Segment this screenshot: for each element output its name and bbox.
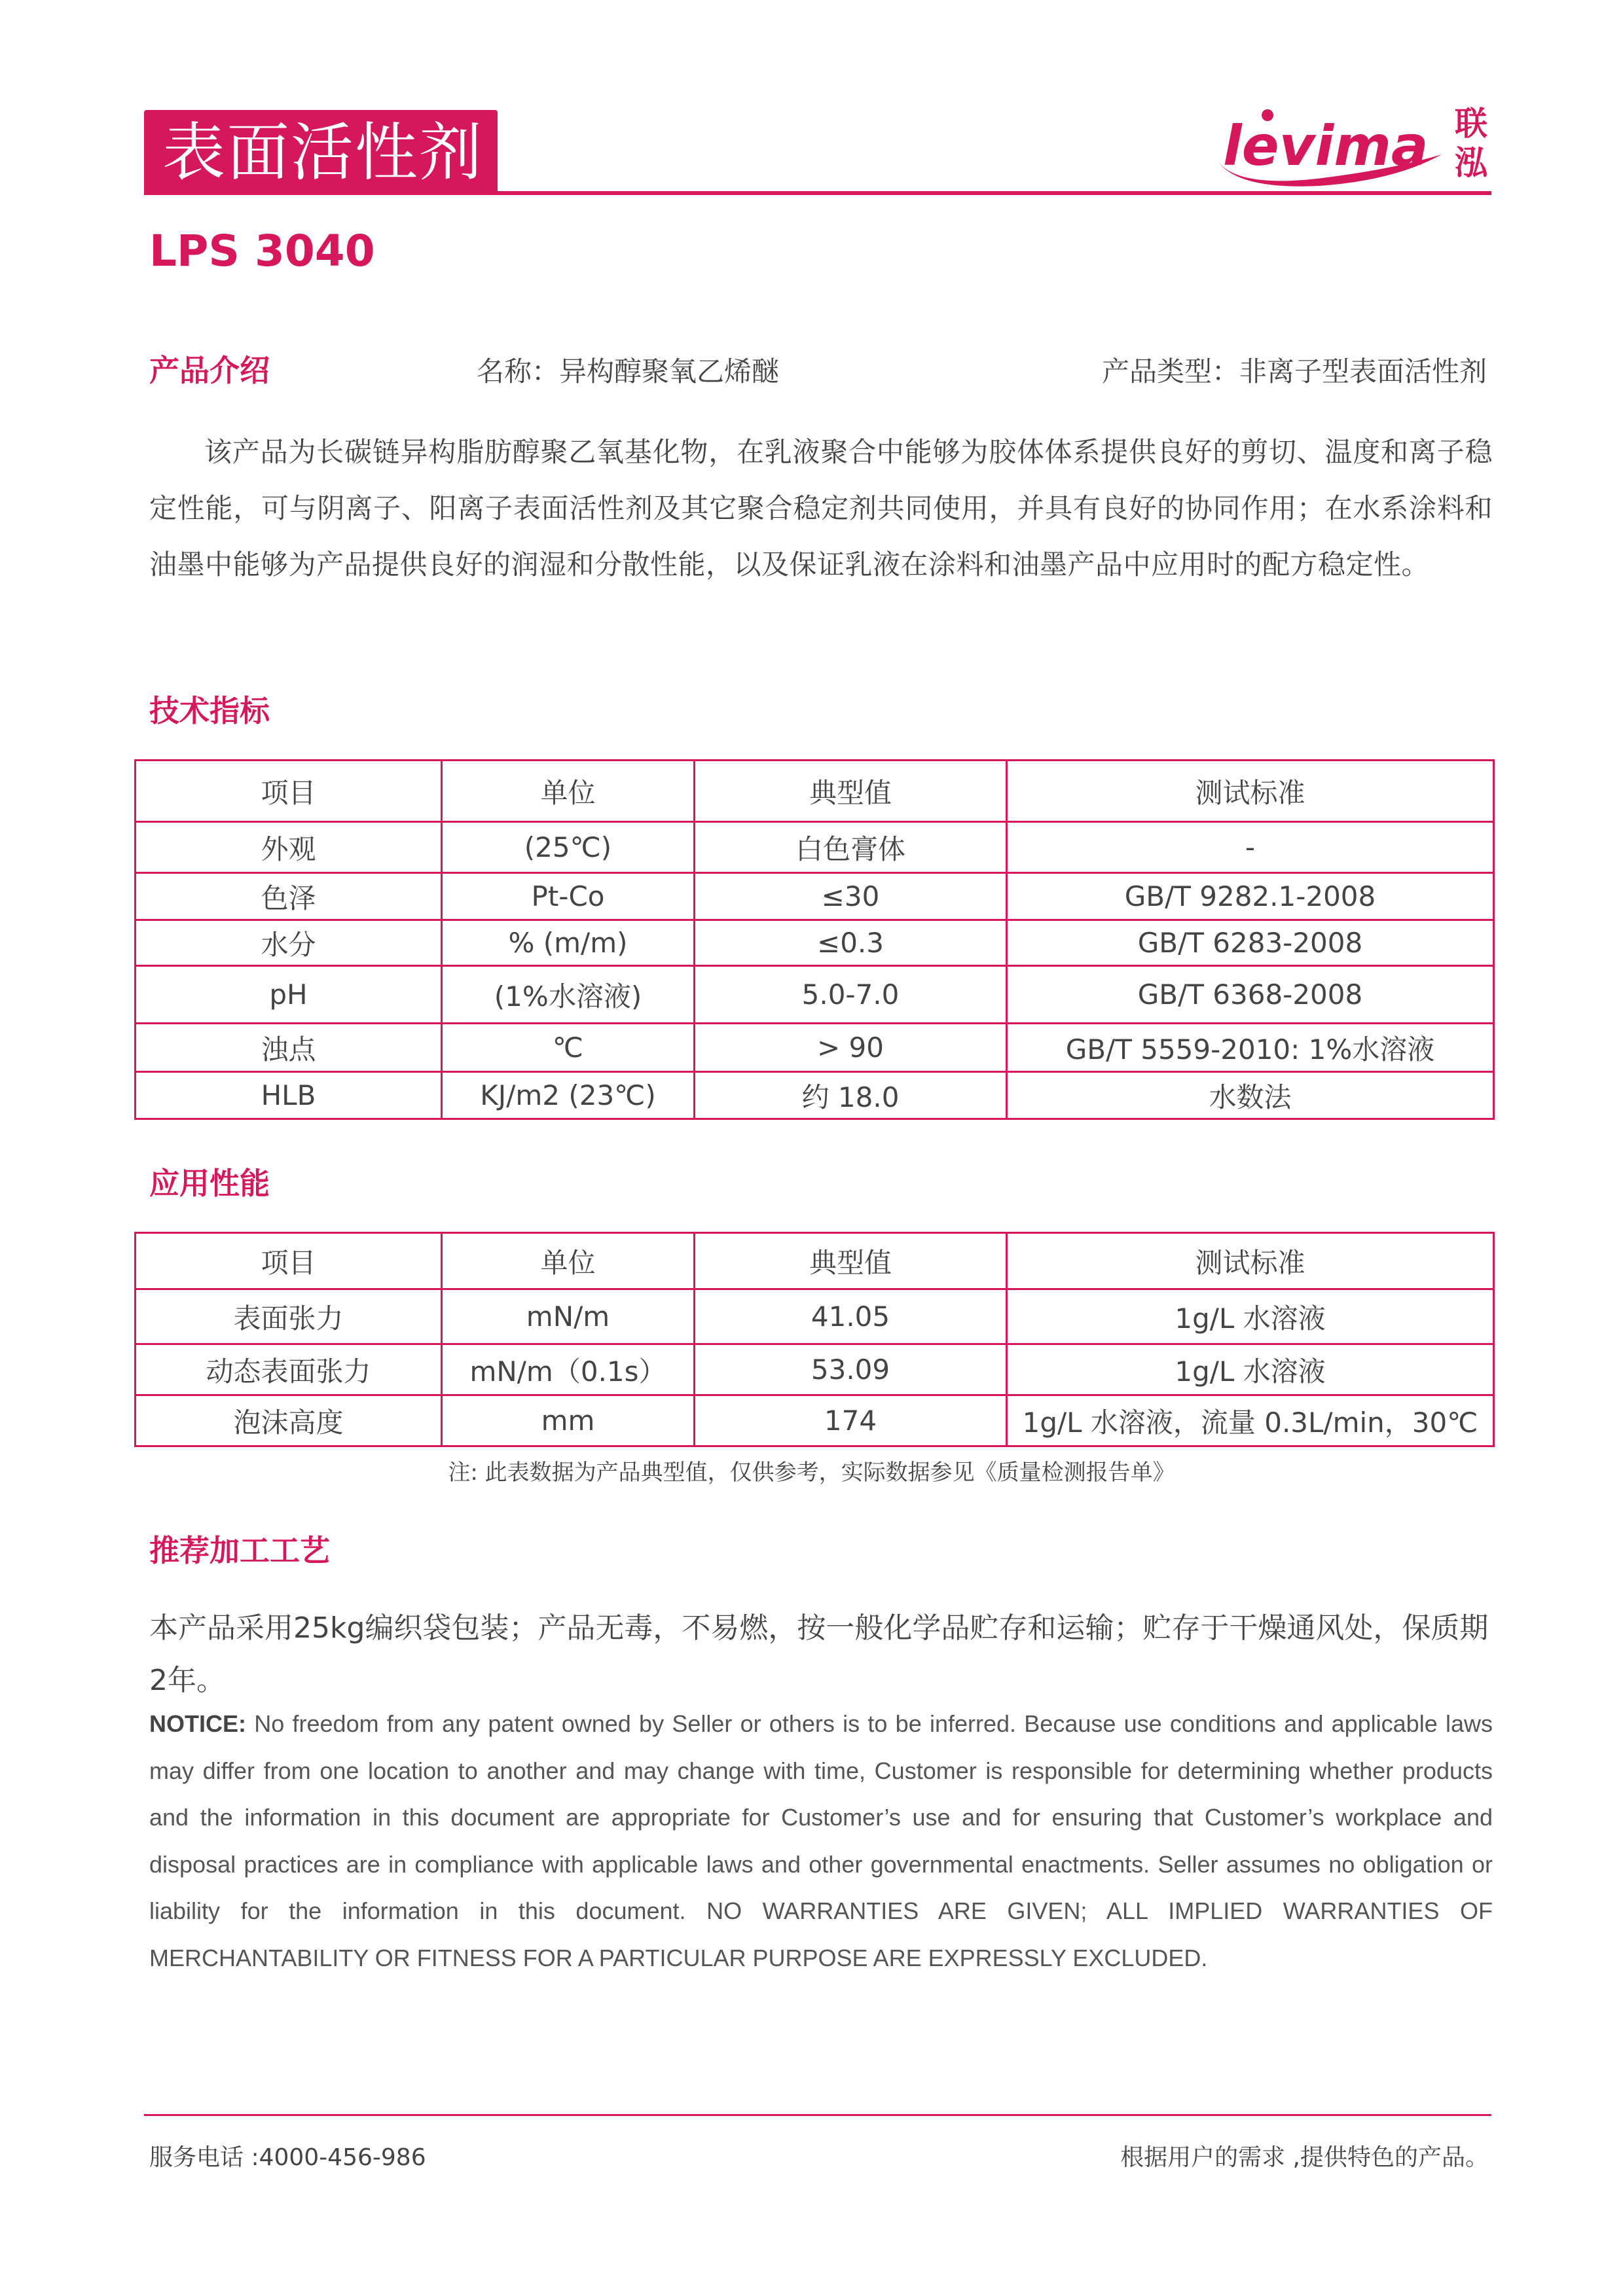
table-cell: 水数法 <box>1007 1072 1494 1119</box>
table-cell: HLB <box>136 1072 442 1119</box>
notice-block <box>149 1700 1493 1981</box>
logo-cn-1: 联 <box>1455 105 1487 143</box>
header-cell: 项目 <box>136 1233 442 1289</box>
table-cell: 53.09 <box>695 1344 1007 1395</box>
table-cell: - <box>1007 822 1494 873</box>
header-cell: 典型值 <box>695 1233 1007 1289</box>
table-cell: mN/m（0.1s） <box>442 1344 695 1395</box>
table-row <box>136 1395 1494 1446</box>
table-cell: 浊点 <box>136 1024 442 1072</box>
process-title: 推荐加工工艺 <box>149 1533 330 1568</box>
header-cell: 单位 <box>442 761 695 822</box>
table-row <box>136 1289 1494 1344</box>
table-cell: 动态表面张力 <box>136 1344 442 1395</box>
product-name: 名称：异构醇聚氧乙烯醚 <box>477 355 780 387</box>
footer-slogan: 根据用户的需求 ,提供特色的产品。 <box>1120 2144 1489 2171</box>
table-cell: 5.0-7.0 <box>695 966 1007 1024</box>
table-cell: 水分 <box>136 920 442 966</box>
table-row <box>136 966 1494 1024</box>
logo-wordmark: levima <box>1223 114 1429 178</box>
intro-paragraph: 该产品为长碳链异构脂肪醇聚乙氧基化物，在乳液聚合中能够为胶体体系提供良好的剪切、温度和离子稳定性能，可与阴离子、阳离子表面活性剂及其它聚合稳定剂共同使用，并具有良好的协同作用；在水系涂料和油墨中能够为产品提供良好的润湿和分散性能，以及保证乳液在涂料和油墨产品中应用时的配方稳定性。 <box>149 436 1493 581</box>
intro-title: 产品介绍 <box>149 353 270 388</box>
notice-text: No freedom from any patent owned by Seller or others is to be inferred. Because use conditions and applicable laws may differ from one location to another and may change with time, Customer is responsible for determining whether products and the information in this document are appropriate for Customer’s use and for ensuring that Customer’s workplace and disposal practices are in compliance with applicable laws and other governmental enactments. Seller assumes no obligation or liability for the information in this document. NO WARRANTIES ARE GIVEN; ALL IMPLIED WARRANTIES OF MERCHANTABILITY OR FITNESS FOR A PARTICULAR PURPOSE ARE EXPRESSLY EXCLUDED. <box>149 1710 1493 1971</box>
header-cell: 测试标准 <box>1007 1233 1494 1289</box>
table-cell: KJ/m2 (23℃) <box>442 1072 695 1119</box>
table-cell: 表面张力 <box>136 1289 442 1344</box>
table-cell: (1%水溶液) <box>442 966 695 1024</box>
table-row <box>136 1072 1494 1119</box>
service-phone: 服务电话 :4000-456-986 <box>149 2144 426 2171</box>
table-cell: 1g/L 水溶液，流量 0.3L/min，30℃ <box>1007 1395 1494 1446</box>
table-cell: 色泽 <box>136 873 442 920</box>
table-cell: pH <box>136 966 442 1024</box>
table-cell: mm <box>442 1395 695 1446</box>
category-banner: 表面活性剂 <box>144 110 498 195</box>
table-cell: 白色膏体 <box>695 822 1007 873</box>
product-code: LPS 3040 <box>149 226 375 276</box>
levima-logo <box>1211 98 1493 190</box>
spec-table <box>134 759 1495 1120</box>
table-cell: GB/T 5559-2010: 1%水溶液 <box>1007 1024 1494 1072</box>
header-cell: 测试标准 <box>1007 761 1494 822</box>
table-cell: GB/T 6283-2008 <box>1007 920 1494 966</box>
table-row <box>136 1344 1494 1395</box>
application-title: 应用性能 <box>149 1166 270 1201</box>
table-row <box>136 873 1494 920</box>
table-row <box>136 920 1494 966</box>
table-cell: 1g/L 水溶液 <box>1007 1344 1494 1395</box>
table-cell: ≤0.3 <box>695 920 1007 966</box>
table-row <box>136 1024 1494 1072</box>
notice-label: NOTICE: <box>149 1710 246 1737</box>
table-cell: 174 <box>695 1395 1007 1446</box>
spec-title: 技术指标 <box>149 693 270 728</box>
table-cell: mN/m <box>442 1289 695 1344</box>
header-cell: 典型值 <box>695 761 1007 822</box>
logo-cn-2: 泓 <box>1455 144 1487 182</box>
table-cell: 约 18.0 <box>695 1072 1007 1119</box>
application-table <box>134 1232 1495 1447</box>
process-paragraph: 本产品采用25kg编织袋包装；产品无毒，不易燃，按一般化学品贮存和运输；贮存于干燥通风处，保质期2年。 <box>149 1611 1489 1697</box>
table-cell: GB/T 6368-2008 <box>1007 966 1494 1024</box>
header-cell: 项目 <box>136 761 442 822</box>
table-cell: 外观 <box>136 822 442 873</box>
table-note: 注: 此表数据为产品典型值，仅供参考，实际数据参见《质量检测报告单》 <box>448 1460 1175 1486</box>
product-type: 产品类型：非离子型表面活性剂 <box>1101 355 1487 387</box>
table-header-row <box>136 1233 1494 1289</box>
footer-rule <box>144 2114 1491 2116</box>
table-cell: (25℃) <box>442 822 695 873</box>
table-cell: GB/T 9282.1-2008 <box>1007 873 1494 920</box>
table-header-row <box>136 761 1494 822</box>
header-rule <box>144 191 1491 195</box>
table-cell: ℃ <box>442 1024 695 1072</box>
table-cell: 1g/L 水溶液 <box>1007 1289 1494 1344</box>
table-cell: % (m/m) <box>442 920 695 966</box>
table-cell: ≤30 <box>695 873 1007 920</box>
table-cell: > 90 <box>695 1024 1007 1072</box>
header-cell: 单位 <box>442 1233 695 1289</box>
table-row <box>136 822 1494 873</box>
table-cell: Pt-Co <box>442 873 695 920</box>
table-cell: 泡沫高度 <box>136 1395 442 1446</box>
table-cell: 41.05 <box>695 1289 1007 1344</box>
